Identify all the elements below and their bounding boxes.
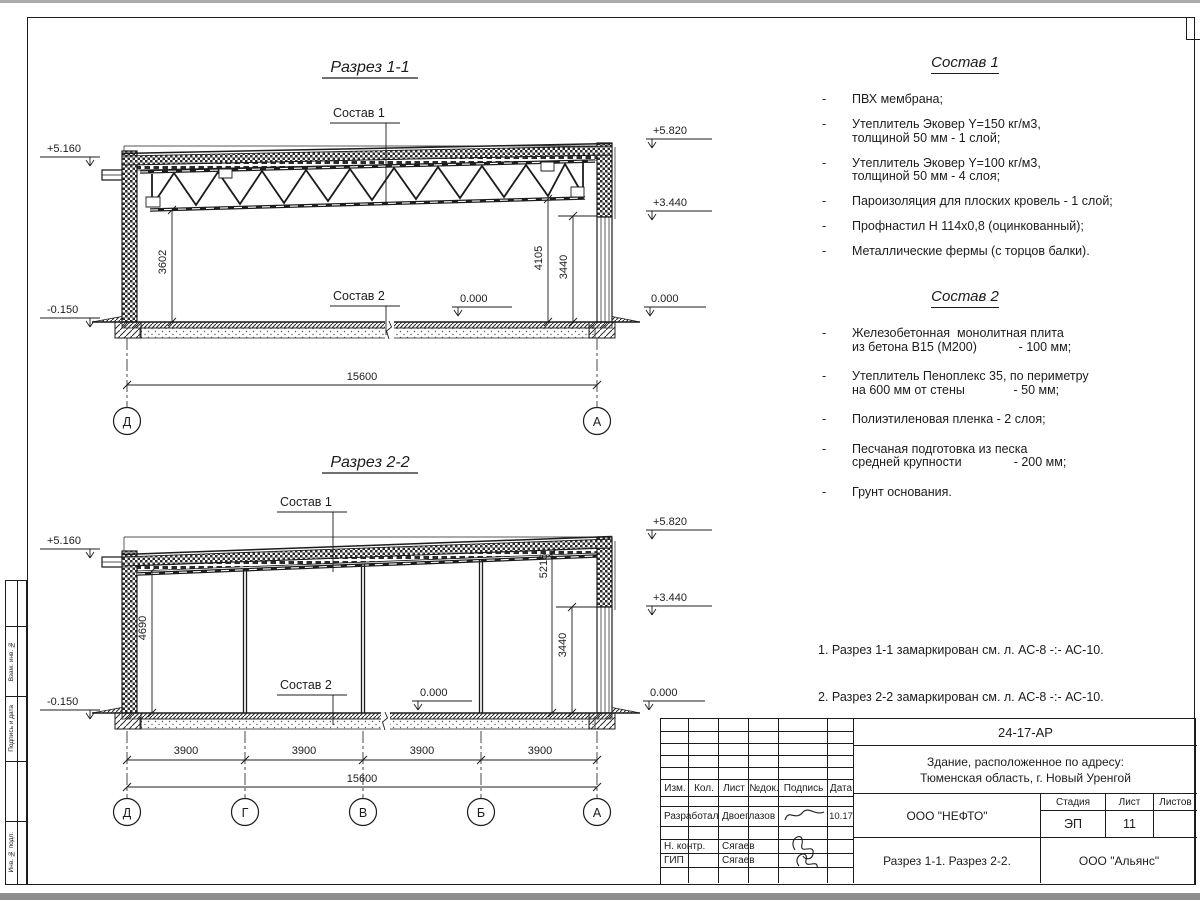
axis-g-2: Г — [241, 806, 249, 820]
item-text: Железобетонная монолитная плита — [852, 326, 1064, 340]
dim-3900-2: 3900 — [291, 745, 317, 757]
bullet-dash: - — [822, 117, 827, 131]
org-name: ООО "НЕФТО" — [854, 794, 1041, 838]
object-name-line2: Тюменская область, г. Новый Уренгой — [920, 770, 1131, 785]
stage-value: ЭП — [1041, 811, 1106, 838]
level-left-top-2: +5.160 — [47, 535, 81, 547]
item-text: Утеплитель Эковер Y=150 кг/м3, — [852, 117, 1041, 131]
axis-d-2: Д — [122, 806, 132, 820]
bullet-dash: - — [822, 441, 827, 456]
section-2-2-comp2-label: Состав 2 — [280, 678, 332, 692]
note-line: 2. Разрез 2-2 замаркирован см. л. АС-8 -:- АС-10. — [818, 689, 1104, 704]
section-1-1-comp2-label: Состав 2 — [333, 289, 385, 303]
item-text: Грунт основания. — [852, 484, 952, 499]
list-item — [815, 118, 1115, 145]
composition-2-panel — [815, 288, 1115, 515]
level-right-zero-1: 0.000 — [651, 293, 679, 305]
bullet-dash: - — [822, 219, 827, 233]
item-text: Металлические фермы (с торцов балки). — [852, 244, 1090, 258]
dim-3440-2: 3440 — [557, 632, 569, 658]
section-2-2-title: Разрез 2-2 — [330, 454, 410, 471]
item-text: средней крупности - 200 мм; — [852, 455, 1067, 469]
level-right-top-1: +5.820 — [653, 125, 687, 137]
axis-d-1: Д — [122, 415, 132, 429]
list-item — [815, 370, 1115, 397]
item-text: Пароизоляция для плоских кровель - 1 слой; — [852, 194, 1113, 208]
level-left-bottom-2: -0.150 — [47, 696, 79, 708]
list-item — [815, 486, 1115, 500]
list-item — [815, 157, 1115, 184]
side-label-podpis: Подпись и дата — [8, 705, 15, 752]
item-text: толщиной 50 мм - 4 слоя; — [852, 169, 1001, 183]
role-gip: ГИП — [664, 854, 684, 866]
item-text: ПВХ мембрана; — [852, 92, 943, 106]
item-text: из бетона В15 (М200) - 100 мм; — [852, 339, 1072, 354]
bullet-dash: - — [822, 484, 827, 499]
axis-b-2: Б — [476, 806, 486, 820]
side-label-vzam: Взам. инв. № — [8, 640, 15, 682]
list-item — [815, 413, 1115, 427]
level-right-mid-1: +3.440 — [653, 197, 687, 209]
col-data: Дата — [829, 782, 853, 794]
list-item — [815, 195, 1115, 209]
sheet-title: Разрез 1-1. Разрез 2-2. — [854, 838, 1041, 883]
col-kol: Кол. — [694, 782, 714, 794]
col-podpis: Подпись — [783, 782, 824, 794]
composition-1-title: Состав 1 — [815, 54, 1115, 71]
sheet-number: 11 — [1106, 811, 1154, 838]
level-right-top-2: +5.820 — [653, 516, 687, 528]
bullet-dash: - — [822, 326, 827, 340]
sheet-label: Лист — [1106, 794, 1154, 811]
level-floor-zero-2: 0.000 — [420, 687, 448, 699]
notes — [818, 612, 1104, 721]
bullet-dash: - — [822, 155, 827, 170]
date-value: 10.17 — [829, 810, 853, 822]
item-text: на 600 мм от стены - 50 мм; — [852, 382, 1060, 397]
bullet-dash: - — [822, 92, 827, 106]
list-item — [815, 327, 1115, 354]
list-item — [815, 93, 1115, 107]
side-label-inv: Инв. № подл. — [8, 832, 15, 873]
sheets-label: Листов — [1154, 794, 1197, 811]
composition-2-title: Состав 2 — [815, 288, 1115, 305]
level-right-mid-2: +3.440 — [653, 592, 687, 604]
bullet-dash: - — [822, 244, 827, 258]
dim-3900-3: 3900 — [409, 745, 435, 757]
level-left-top-1: +5.160 — [47, 143, 81, 155]
col-ndok: №док. — [749, 782, 779, 794]
name-dvoeglazov: Двоеглазов — [722, 810, 776, 822]
role-razrabotal: Разработал — [664, 810, 719, 822]
axis-a-1: А — [592, 415, 602, 429]
item-text: Утеплитель Эковер Y=100 кг/м3, — [852, 155, 1041, 170]
composition-1-panel — [815, 54, 1115, 270]
axis-v-2: В — [358, 806, 368, 820]
col-izm: Изм. — [664, 782, 686, 794]
doc-number: 24-17-АР — [854, 719, 1197, 746]
title-block — [660, 718, 1196, 885]
dim-5216: 5216 — [538, 553, 550, 579]
frame-side-strip — [5, 580, 27, 885]
level-floor-zero-1: 0.000 — [460, 293, 488, 305]
section-1-1-comp1-label: Состав 1 — [333, 106, 385, 120]
bullet-dash: - — [822, 369, 827, 383]
name-syagaev-1: Сягаев — [722, 840, 755, 852]
col-list: Лист — [723, 782, 745, 794]
role-nkontr: Н. контр. — [664, 840, 706, 852]
item-text: Профнастил Н 114х0,8 (оцинкованный); — [852, 219, 1084, 233]
name-syagaev-2: Сягаев — [722, 854, 755, 866]
dim-3900-1: 3900 — [173, 745, 199, 757]
dim-15600-1: 15600 — [346, 371, 378, 383]
section-1-1-title: Разрез 1-1 — [330, 59, 410, 76]
list-item — [815, 443, 1115, 470]
level-right-zero-2: 0.000 — [650, 687, 678, 699]
stage-label: Стадия — [1041, 794, 1106, 811]
level-left-bottom-1: -0.150 — [47, 304, 79, 316]
bullet-dash: - — [822, 194, 827, 208]
dim-3440-1: 3440 — [558, 254, 570, 280]
object-name-line1: Здание, расположенное по адресу: — [926, 754, 1125, 769]
bullet-dash: - — [822, 412, 827, 426]
item-text: Полиэтиленовая пленка - 2 слоя; — [852, 412, 1046, 426]
signature-marks — [779, 804, 828, 874]
axis-a-2: А — [592, 806, 602, 820]
item-text: Утеплитель Пеноплекс 35, по периметру — [852, 369, 1089, 383]
dim-4690: 4690 — [137, 615, 149, 641]
contractor-name: ООО "Альянс" — [1078, 853, 1160, 868]
item-text: Песчаная подготовка из песка — [852, 441, 1028, 456]
item-text: толщиной 50 мм - 1 слой; — [852, 130, 1001, 145]
section-2-2-comp1-label: Состав 1 — [280, 495, 332, 509]
list-item — [815, 220, 1115, 234]
dim-3900-4: 3900 — [527, 745, 553, 757]
dim-4105: 4105 — [533, 245, 545, 271]
list-item — [815, 245, 1115, 259]
dim-15600-2: 15600 — [346, 773, 378, 785]
note-line: 1. Разрез 1-1 замаркирован см. л. АС-8 -:- АС-10. — [818, 643, 1104, 657]
dim-3602: 3602 — [157, 249, 169, 275]
